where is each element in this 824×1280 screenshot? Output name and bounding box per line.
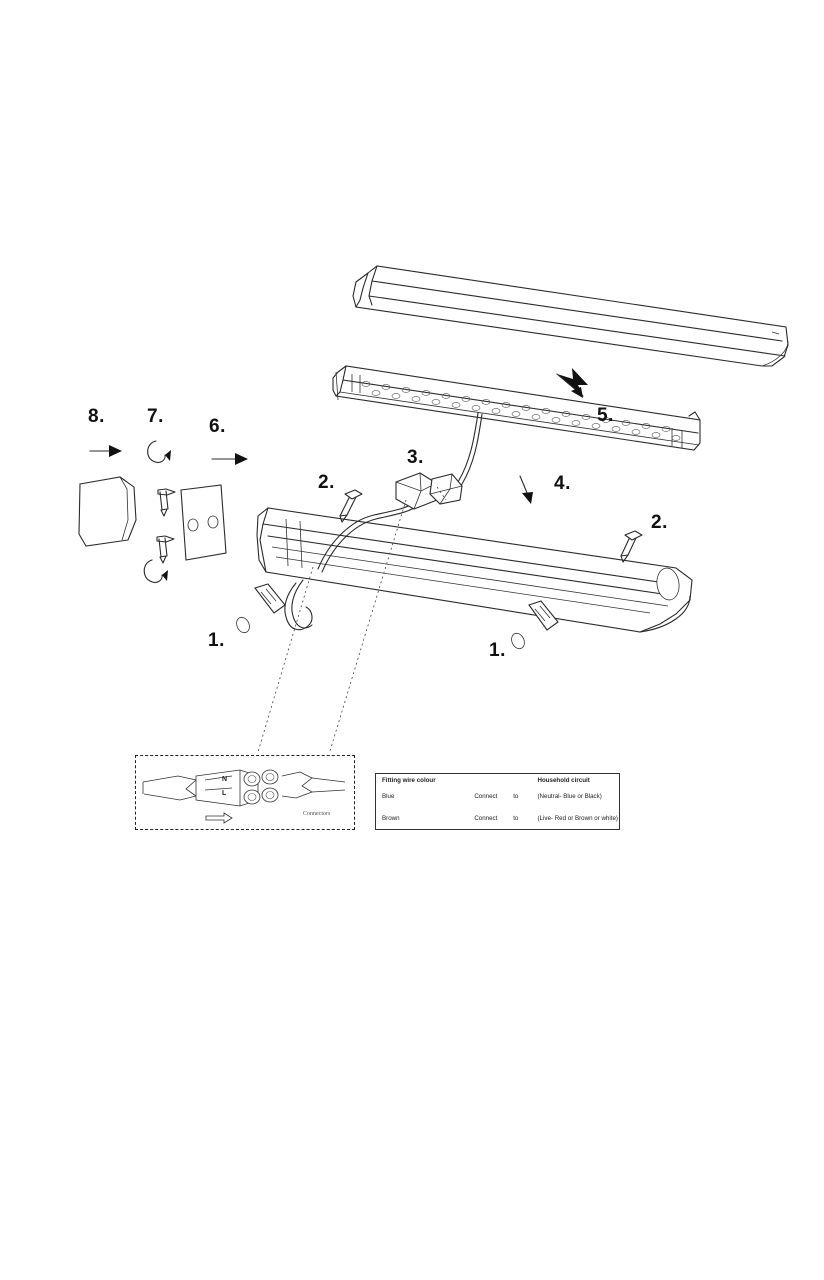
step-label-1-left: 1. <box>208 630 225 651</box>
terminal-label-l: L <box>222 790 227 797</box>
wire-row-1-to: to <box>513 814 519 822</box>
step-label-8: 8. <box>88 406 105 427</box>
diffuser-cover <box>353 266 788 366</box>
wire-row-0-connect: Connect <box>474 793 498 801</box>
step-label-2-right: 2. <box>651 512 668 533</box>
terminal-label-n: N <box>222 776 228 783</box>
wire-table-header-blank-2 <box>507 774 531 786</box>
wire-row-0-target: (Neutral- Blue or Black) <box>537 793 602 801</box>
main-housing <box>257 508 692 632</box>
step-label-4: 4. <box>554 473 571 494</box>
led-gear-tray <box>333 366 700 450</box>
wire-colour-table <box>375 773 620 830</box>
wire-table-header-fitting: Fitting wire colour <box>382 777 436 784</box>
step-label-6: 6. <box>209 416 226 437</box>
wire-table-header-household: Household circuit <box>537 777 590 784</box>
mounting-screw-left <box>340 490 362 522</box>
step-label-1-right: 1. <box>489 640 506 661</box>
mounting-screw-right <box>621 531 642 562</box>
step-label-7: 7. <box>147 406 164 427</box>
connector-detail-caption: Connectors <box>303 811 331 817</box>
connector-detail-box <box>135 755 355 830</box>
end-cap-screw-bottom <box>157 536 174 563</box>
step-label-3: 3. <box>407 447 424 468</box>
wall-plug-left <box>234 584 285 635</box>
step-label-2-left: 2. <box>318 472 335 493</box>
wire-table-header-blank-1 <box>468 774 507 786</box>
end-cap-screw-top <box>158 489 175 516</box>
table-row <box>376 808 619 830</box>
end-cap-assembly <box>79 441 226 582</box>
wire-row-1-connect: Connect <box>474 814 498 822</box>
wire-table-header-row <box>376 774 619 786</box>
wire-row-0-colour: Blue <box>382 793 395 801</box>
wire-row-1-colour: Brown <box>382 814 400 822</box>
wire-row-0-to: to <box>513 793 519 801</box>
terminal-connector <box>396 473 462 509</box>
table-row <box>376 786 619 808</box>
wire-row-1-target: (Live- Red or Brown or white) <box>537 814 618 822</box>
step-label-5: 5. <box>597 405 614 426</box>
